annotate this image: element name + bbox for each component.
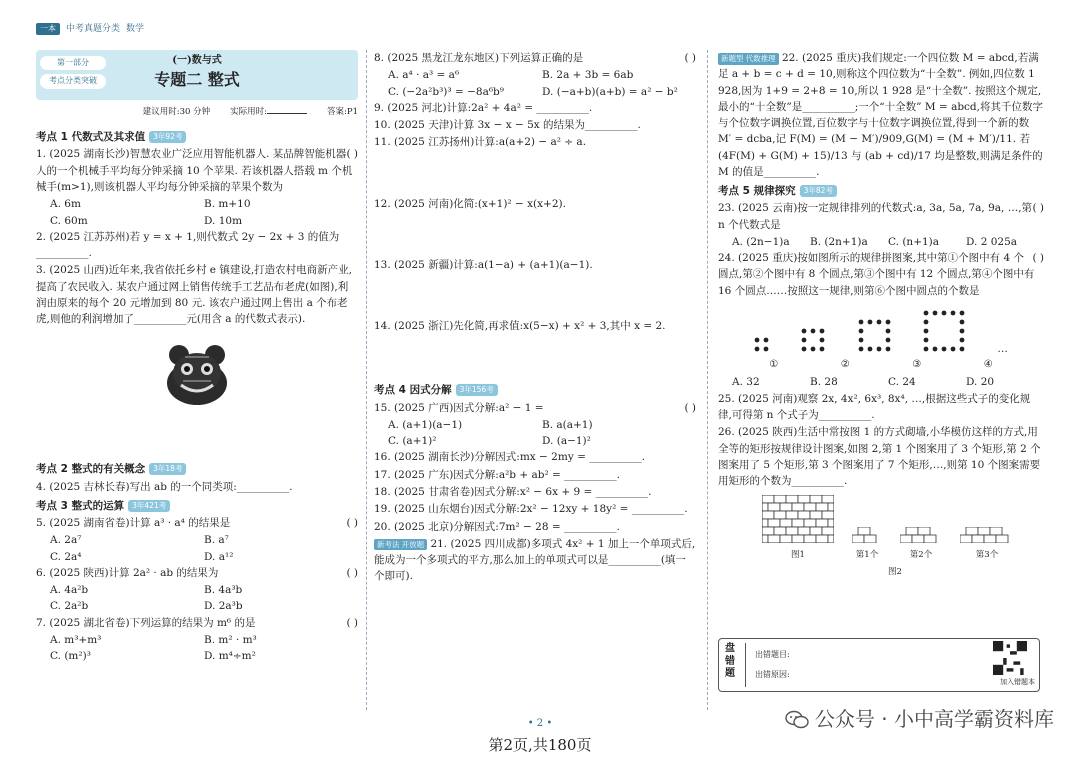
dot-pattern [858, 319, 891, 357]
question-text: 11. (2025 江苏扬州)计算:a(a+2) − a² ÷ a. [374, 136, 587, 149]
answer-space[interactable] [374, 152, 696, 196]
brick-wall-figure [762, 495, 834, 561]
book-title: 中考真题分类 [66, 23, 121, 34]
question-item [36, 479, 358, 495]
question-item [718, 391, 1044, 424]
option-item[interactable]: B. 28 [810, 376, 838, 389]
question-text: 3. (2025 山西)近年来,我省依托乡村 e 镇建设,打造农村电商新产业,提高了农民收入. 某农户通过网上销售传统手工艺品布老虎(如图),利润由原来的每个 20 元增加到 80 元. 该农户通过网上售出 a 个布老虎,则他的利润增加了__________元(用含 a 的代数式表示). [36, 264, 353, 326]
dot-pattern-labels [738, 357, 1024, 373]
answer-space[interactable] [374, 274, 696, 318]
question-item [374, 449, 696, 465]
answer-parentheses[interactable]: ( ) [346, 566, 358, 579]
question-type-tag: 新考法 开放题 [374, 539, 427, 551]
question-item [36, 262, 358, 327]
option-item[interactable]: D. 2a³b [204, 600, 243, 613]
suggested-time: 建议用时:30 分钟 [142, 107, 211, 117]
answer-parentheses[interactable]: ( ) [1032, 202, 1044, 215]
brick-pattern [960, 527, 1014, 561]
answer-parentheses[interactable]: ( ) [1032, 252, 1044, 265]
question-item [718, 424, 1044, 489]
column-2 [374, 50, 696, 586]
question-item [374, 117, 696, 133]
ellipsis: … [997, 342, 1008, 355]
subject-label: 数学 [126, 23, 145, 34]
brick-figure [762, 495, 1044, 561]
chapter-title: 专题二 整式 [154, 70, 240, 89]
answer-space[interactable] [374, 213, 696, 257]
knowledge-point-heading [374, 382, 696, 398]
options-row [718, 234, 1044, 250]
option-item[interactable]: C. 2a⁴ [50, 550, 82, 563]
question-text: 10. (2025 天津)计算 3x − x − 5x 的结果为__________. [374, 119, 641, 132]
dot-pattern [801, 328, 825, 357]
options-row [374, 417, 696, 450]
column-1 [36, 50, 358, 665]
question-item [374, 257, 696, 273]
option-item[interactable]: B. 2a + 3b = 6ab [542, 69, 634, 82]
question-text: 12. (2025 河南)化简:(x+1)² − x(x+2). [374, 197, 566, 210]
pattern-caption: 第3个 [975, 549, 999, 560]
question-text: 8. (2025 黑龙江龙东地区)下列运算正确的是 [374, 52, 584, 64]
option-item[interactable]: A. 6m [50, 198, 81, 211]
knowledge-point-title: 考点 1 代数式及其求值 [36, 131, 146, 144]
figure-caption: 图2 [888, 566, 902, 577]
option-item[interactable]: D. 10m [204, 214, 243, 227]
option-item[interactable]: D. 2 025a [966, 235, 1018, 248]
option-item[interactable]: B. (2n+1)a [810, 235, 868, 248]
wechat-icon [785, 710, 809, 730]
options-row [36, 196, 358, 229]
knowledge-point-heading [36, 461, 358, 477]
question-item [36, 229, 358, 262]
answer-parentheses[interactable]: ( ) [684, 401, 696, 414]
option-item[interactable]: A. (2n−1)a [732, 235, 790, 248]
question-text: 5. (2025 湖南省卷)计算 a³ · a⁴ 的结果是 [36, 517, 231, 530]
column-divider [707, 50, 708, 710]
question-item [374, 400, 696, 416]
option-item[interactable]: B. 4a³b [204, 584, 243, 597]
question-text: 1. (2025 湖南长沙)智慧农业广泛应用智能机器人. 某品牌智能机器人的一个机械手平均每分钟采摘 10 个苹果. 若该机器人搭载 m 个机械手(m>1),则该机器人平均每分钟采摘的苹果个数为 [36, 148, 353, 193]
option-item[interactable]: D. a¹² [204, 550, 234, 563]
frequency-badge: 3年156考 [456, 384, 498, 396]
question-text: 4. (2025 吉林长春)写出 ab 的一个同类项:__________. [36, 480, 293, 493]
part-label: 第一部分 [40, 56, 106, 70]
knowledge-point-title: 考点 2 整式的有关概念 [36, 463, 146, 476]
column-3 [718, 50, 1044, 579]
column-divider [366, 50, 367, 710]
frequency-badge: 3年421考 [128, 500, 170, 512]
option-item[interactable]: D. (a−1)² [542, 435, 591, 448]
figure-caption: 图1 [791, 549, 805, 560]
option-item[interactable]: A. 2a⁷ [50, 534, 82, 547]
question-text: 18. (2025 甘肃省卷)因式分解:x² − 6x + 9 = __________. [374, 485, 652, 498]
question-item [374, 100, 696, 116]
option-item[interactable]: C. 60m [50, 214, 88, 227]
options-row [36, 582, 358, 615]
qr-code-icon[interactable] [993, 641, 1027, 675]
question-item [718, 50, 1044, 180]
option-item[interactable]: C. (a+1)² [388, 435, 437, 448]
question-item [36, 146, 358, 195]
answer-space[interactable] [374, 335, 696, 379]
question-text: 13. (2025 新疆)计算:a(1−a) + (a+1)(a−1). [374, 258, 593, 271]
knowledge-point-title: 考点 3 整式的运算 [36, 499, 125, 512]
knowledge-point-heading [36, 498, 358, 514]
options-row [36, 532, 358, 565]
question-item [374, 134, 696, 150]
page-total: 第2页,共180页 [488, 736, 592, 754]
option-item[interactable]: D. (−a+b)(a+b) = a² − b² [542, 85, 678, 98]
qr-label: 加入错题本 [1000, 678, 1035, 686]
pattern-caption: 第2个 [909, 549, 933, 560]
actual-time: 实际用时: [230, 107, 267, 117]
option-item[interactable]: A. 4a²b [50, 584, 89, 597]
question-item [718, 250, 1044, 299]
option-item[interactable]: D. m⁴÷m² [204, 650, 256, 663]
question-item [36, 515, 358, 531]
question-item [374, 50, 696, 66]
option-item[interactable]: A. a⁴ · a³ = a⁶ [388, 69, 460, 82]
knowledge-point-heading [718, 183, 1044, 199]
question-text: 20. (2025 北京)分解因式:7m² − 28 = __________. [374, 520, 620, 533]
option-item[interactable]: C. (−2a²b³)³ = −8a⁶b⁹ [388, 85, 504, 98]
option-item[interactable]: A. (a+1)(a−1) [388, 418, 463, 431]
question-item [36, 615, 358, 631]
option-item[interactable]: C. 2a²b [50, 600, 89, 613]
dot-pattern [923, 310, 965, 357]
mistake-label: 盘错题 [725, 643, 735, 679]
question-item [374, 196, 696, 212]
question-item [374, 318, 696, 334]
running-header [36, 22, 144, 36]
knowledge-point-title: 考点 4 因式分解 [374, 384, 452, 397]
question-text: 22. (2025 重庆)我们规定:一个四位数 M = abcd,若满足 a + b = c + d = 10,则称这个四位数为“十全数”. 例如,四位数 1 928,因为 1+9 = 2+8 = 10,所以 1 928 是“十全数”. 按照这个规定,最小的“十全数”是__________;一个“十全数” M = abcd,将其千位数字与个位数字调换位置,百位数字与十位数字调换位置,得到一个新的数 M′ = dcba,记 F(M) = (M − M′)/909,G(M) = (M + M′)/11. 若 (4F(M) + G(M) + 15)/13 与 (ab + cd)/17 均是整数,则满足条件的 M 的值是__________. [718, 52, 1043, 178]
pattern-label: ④ [983, 358, 993, 370]
brick-pattern [900, 527, 942, 561]
question-item [374, 467, 696, 483]
option-item[interactable]: A. m³+m³ [50, 634, 102, 647]
option-item[interactable]: D. 20 [966, 376, 995, 389]
question-text: 7. (2025 湖北省卷)下列运算的结果为 m⁶ 的是 [36, 616, 256, 629]
question-text: 15. (2025 广西)因式分解:a² − 1 = [374, 401, 544, 414]
answer-parentheses[interactable]: ( ) [684, 52, 696, 64]
frequency-badge: 3年92考 [149, 131, 186, 143]
question-item [374, 536, 696, 585]
watermark-text: 公众号 · 小中高学霸资料库 [814, 707, 1054, 731]
question-text: 21. (2025 四川成都)多项式 4x² + 1 加上一个单项式后,能成为一个多项式的平方,那么加上的单项式可以是__________(填一个即可). [374, 537, 696, 583]
option-item[interactable]: B. a⁷ [204, 534, 229, 547]
knowledge-point-heading [36, 129, 358, 145]
time-meta [36, 106, 358, 119]
question-text: 23. (2025 云南)按一定规律排列的代数式:a, 3a, 5a, 7a, 9a, …,第 n 个代数式是 [718, 202, 1033, 231]
option-item[interactable]: C. 24 [888, 376, 916, 389]
pattern-label: ② [840, 358, 850, 370]
cloth-tiger-image [157, 337, 237, 411]
mistake-question-line: 出错题目: [755, 650, 790, 659]
question-text: 26. (2025 陕西)生活中常按图 1 的方式砌墙,小华模仿这样的方式,用全等的矩形按规律设计图案,如图 2,第 1 个图案用了 3 个矩形,第 2 个图案用了 5 个矩形,第 3 个图案用了 7 个矩形,…,则第 10 个图案需要用矩形的个数为__________. [718, 426, 1041, 488]
pattern-label: ③ [912, 358, 922, 370]
options-row [36, 632, 358, 665]
option-item[interactable]: B. a(a+1) [542, 418, 593, 431]
question-text: 24. (2025 重庆)按如图所示的规律拼图案,其中第①个图中有 4 个圆点,第②个图中有 8 个圆点,第③个图中有 12 个圆点,第④个图中有 16 个圆点……按照这一规律,则第⑥个图中圆点的个数是 [718, 252, 1035, 297]
option-item[interactable]: A. 32 [732, 376, 760, 389]
question-item [374, 519, 696, 535]
option-item[interactable]: B. m² · m³ [204, 634, 257, 647]
frequency-badge: 3年82考 [800, 185, 837, 197]
question-text: 9. (2025 河北)计算:2a² + 4a² = __________. [374, 101, 593, 114]
option-item[interactable]: C. (n+1)a [888, 235, 940, 248]
question-text: 2. (2025 江苏苏州)若 y = x + 1,则代数式 2y − 2x + 3 的值为__________. [36, 230, 340, 260]
knowledge-point-title: 考点 5 规律探究 [718, 185, 796, 198]
mistake-box [718, 638, 1040, 692]
options-row [374, 67, 696, 100]
chapter-header [36, 50, 358, 100]
dot-pattern-figure [738, 305, 1024, 357]
question-item [36, 565, 358, 581]
pattern-caption: 第1个 [855, 549, 879, 560]
brick-pattern [852, 527, 882, 561]
answer-parentheses[interactable]: ( ) [346, 517, 358, 530]
pattern-label: ① [769, 358, 779, 370]
answer-parentheses[interactable]: ( ) [346, 148, 358, 161]
question-type-tag: 新题型 代数推理 [718, 53, 779, 65]
question-item [718, 200, 1044, 233]
frequency-badge: 3年18考 [149, 463, 186, 475]
dot-pattern [754, 337, 769, 357]
answer-parentheses[interactable]: ( ) [346, 616, 358, 629]
mistake-reason-line: 出错原因: [755, 670, 790, 679]
question-text: 19. (2025 山东烟台)因式分解:2x² − 12xy + 18y² = __________. [374, 503, 688, 516]
question-text: 17. (2025 广东)因式分解:a²b + ab² = __________. [374, 468, 620, 481]
options-row [718, 374, 1044, 390]
answer-ref: 答案:P1 [327, 107, 358, 117]
question-text: 16. (2025 湖南长沙)分解因式:mx − 2my = __________. [374, 451, 646, 464]
watermark [785, 704, 1054, 735]
section-label: 考点分类突破 [40, 74, 106, 88]
question-text: 25. (2025 河南)观察 2x, 4x², 6x³, 8x⁴, …,根据这些式子的变化规律,可得第 n 个式子为__________. [718, 392, 1031, 422]
question-text: 14. (2025 浙江)先化简,再求值:x(5−x) + x² + 3,其中 x = 2. [374, 320, 666, 333]
question-text: 6. (2025 陕西)计算 2a² · ab 的结果为 [36, 566, 219, 579]
question-item [374, 501, 696, 517]
page-number: • 2 • [527, 718, 553, 729]
option-item[interactable]: C. (m²)³ [50, 650, 91, 663]
option-item[interactable]: B. m+10 [204, 198, 251, 211]
brand-tag: 一本 [36, 23, 60, 35]
question-item [374, 484, 696, 500]
chapter-subtitle: (一)数与式 [172, 55, 222, 66]
